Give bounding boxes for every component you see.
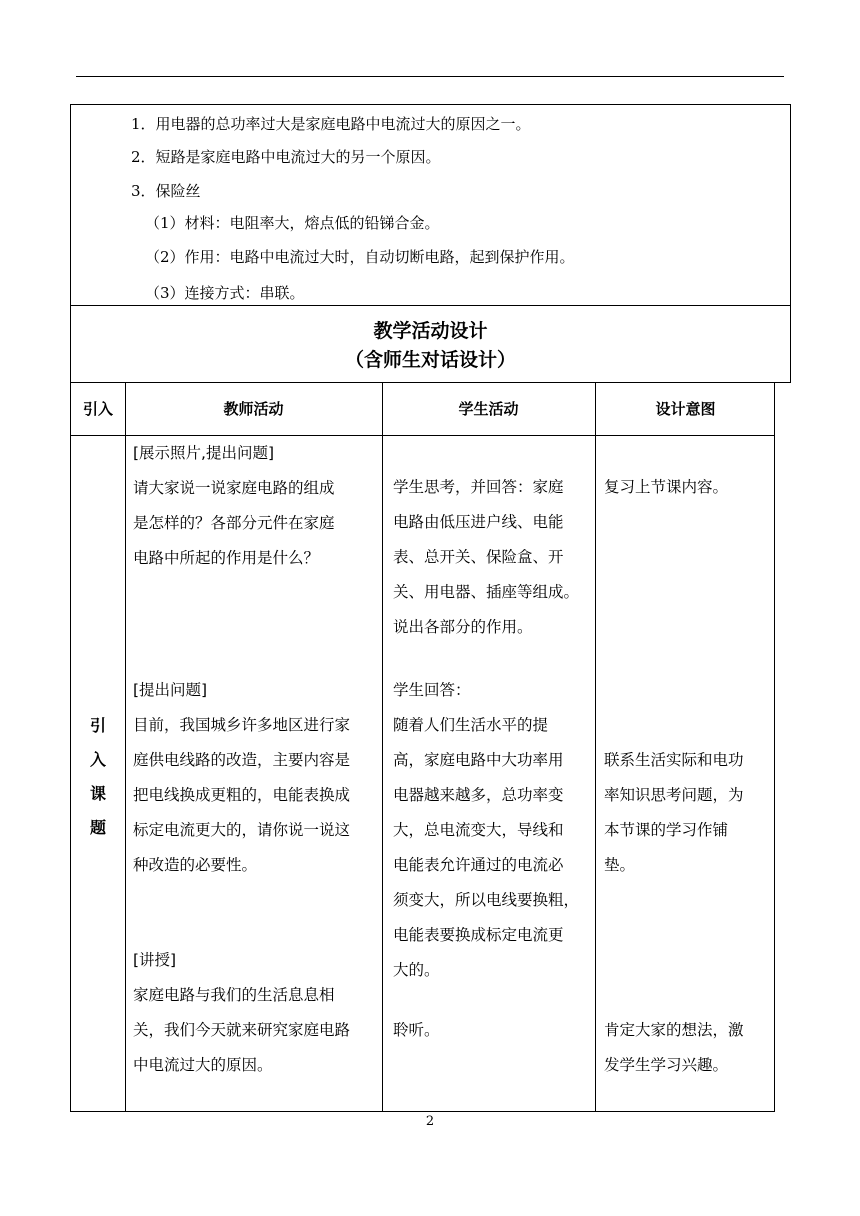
student-text-line: 电能表要换成标定电流更 bbox=[393, 926, 564, 944]
teacher-label-3: [讲授] bbox=[133, 951, 177, 969]
intent-text-line: 联系生活实际和电功 bbox=[604, 751, 744, 769]
student-text-line: 电器越来越多，总功率变 bbox=[393, 786, 564, 804]
section-title: 教学活动设计 bbox=[373, 320, 488, 342]
teacher-text-line: 关，我们今天就来研究家庭电路 bbox=[133, 1021, 351, 1039]
student-text-line: 聆听。 bbox=[393, 1021, 440, 1039]
student-text-line: 电路由低压进户线、电能 bbox=[393, 513, 564, 531]
teacher-text-line: 中电流过大的原因。 bbox=[133, 1056, 273, 1074]
summary-line-5: （2）作用：电路中电流过大时，自动切断电路，起到保护作用。 bbox=[145, 248, 575, 266]
teacher-text-line: 是怎样的？各部分元件在家庭 bbox=[133, 514, 335, 532]
intent-3 bbox=[604, 1013, 744, 1083]
summary-line-2: 2．短路是家庭电路中电流过大的另一个原因。 bbox=[131, 148, 441, 166]
teacher-text-line: 家庭电路与我们的生活息息相 bbox=[133, 986, 335, 1004]
student-activity-3 bbox=[393, 1013, 440, 1048]
teacher-activity-2 bbox=[133, 673, 350, 883]
section-title-box bbox=[70, 305, 791, 383]
student-text-line: 大的。 bbox=[393, 961, 440, 979]
summary-box bbox=[70, 104, 791, 306]
student-text-line: 关、用电器、插座等组成。 bbox=[393, 583, 580, 601]
student-text-line: 学生回答： bbox=[393, 681, 471, 699]
column-divider bbox=[125, 383, 126, 1111]
stage-char: 引 bbox=[89, 716, 106, 735]
student-activity-2 bbox=[393, 673, 579, 988]
intent-text-line: 肯定大家的想法，激 bbox=[604, 1021, 744, 1039]
intent-text-line: 垫。 bbox=[604, 856, 636, 874]
teacher-activity-1 bbox=[133, 436, 335, 576]
teacher-label-2: [提出问题] bbox=[133, 681, 208, 699]
activity-table bbox=[70, 382, 775, 1112]
teacher-label-1: [展示照片,提出问题] bbox=[133, 444, 275, 462]
page-number: 2 bbox=[425, 1114, 435, 1129]
header-stage: 引入 bbox=[82, 400, 113, 418]
header-rule bbox=[76, 76, 784, 77]
stage-label bbox=[71, 709, 125, 845]
intent-2 bbox=[604, 743, 744, 883]
summary-line-4: （1）材料：电阻率大，熔点低的铅锑合金。 bbox=[145, 214, 440, 232]
section-subtitle: （含师生对话设计） bbox=[344, 349, 516, 371]
teacher-text-line: 目前，我国城乡许多地区进行家 bbox=[133, 716, 351, 734]
student-activity-1 bbox=[393, 470, 579, 645]
intent-text-line: 本节课的学习作铺 bbox=[604, 821, 729, 839]
student-text-line: 学生思考，并回答：家庭 bbox=[393, 478, 564, 496]
header-intent: 设计意图 bbox=[655, 400, 716, 418]
stage-char: 入 bbox=[89, 750, 106, 769]
teacher-text-line: 种改造的必要性。 bbox=[133, 856, 258, 874]
intent-text-line: 率知识思考问题，为 bbox=[604, 786, 744, 804]
teacher-text-line: 庭供电线路的改造，主要内容是 bbox=[133, 751, 351, 769]
intent-1 bbox=[604, 470, 728, 505]
student-text-line: 大，总电流变大，导线和 bbox=[393, 821, 564, 839]
teacher-text-line: 电路中所起的作用是什么？ bbox=[133, 549, 320, 567]
teacher-activity-3 bbox=[133, 943, 350, 1083]
summary-line-6: （3）连接方式：串联。 bbox=[145, 284, 305, 302]
stage-char: 题 bbox=[89, 818, 106, 837]
column-divider bbox=[382, 383, 383, 1111]
column-divider bbox=[595, 383, 596, 1111]
intent-text-line: 发学生学习兴趣。 bbox=[604, 1056, 729, 1074]
student-text-line: 随着人们生活水平的提 bbox=[393, 716, 549, 734]
summary-line-3: 3．保险丝 bbox=[131, 182, 201, 200]
student-text-line: 说出各部分的作用。 bbox=[393, 618, 533, 636]
teacher-text-line: 标定电流更大的，请你说一说这 bbox=[133, 821, 351, 839]
header-teacher: 教师活动 bbox=[223, 400, 284, 418]
student-text-line: 高，家庭电路中大功率用 bbox=[393, 751, 564, 769]
intent-text-line: 复习上节课内容。 bbox=[604, 478, 729, 496]
student-text-line: 须变大，所以电线要换粗， bbox=[393, 891, 580, 909]
student-text-line: 电能表允许通过的电流必 bbox=[393, 856, 564, 874]
stage-char: 课 bbox=[89, 784, 106, 803]
summary-line-1: 1．用电器的总功率过大是家庭电路中电流过大的原因之一。 bbox=[131, 115, 531, 133]
teacher-text-line: 请大家说一说家庭电路的组成 bbox=[133, 479, 335, 497]
teacher-text-line: 把电线换成更粗的，电能表换成 bbox=[133, 786, 351, 804]
student-text-line: 表、总开关、保险盒、开 bbox=[393, 548, 564, 566]
header-student: 学生活动 bbox=[458, 400, 519, 418]
